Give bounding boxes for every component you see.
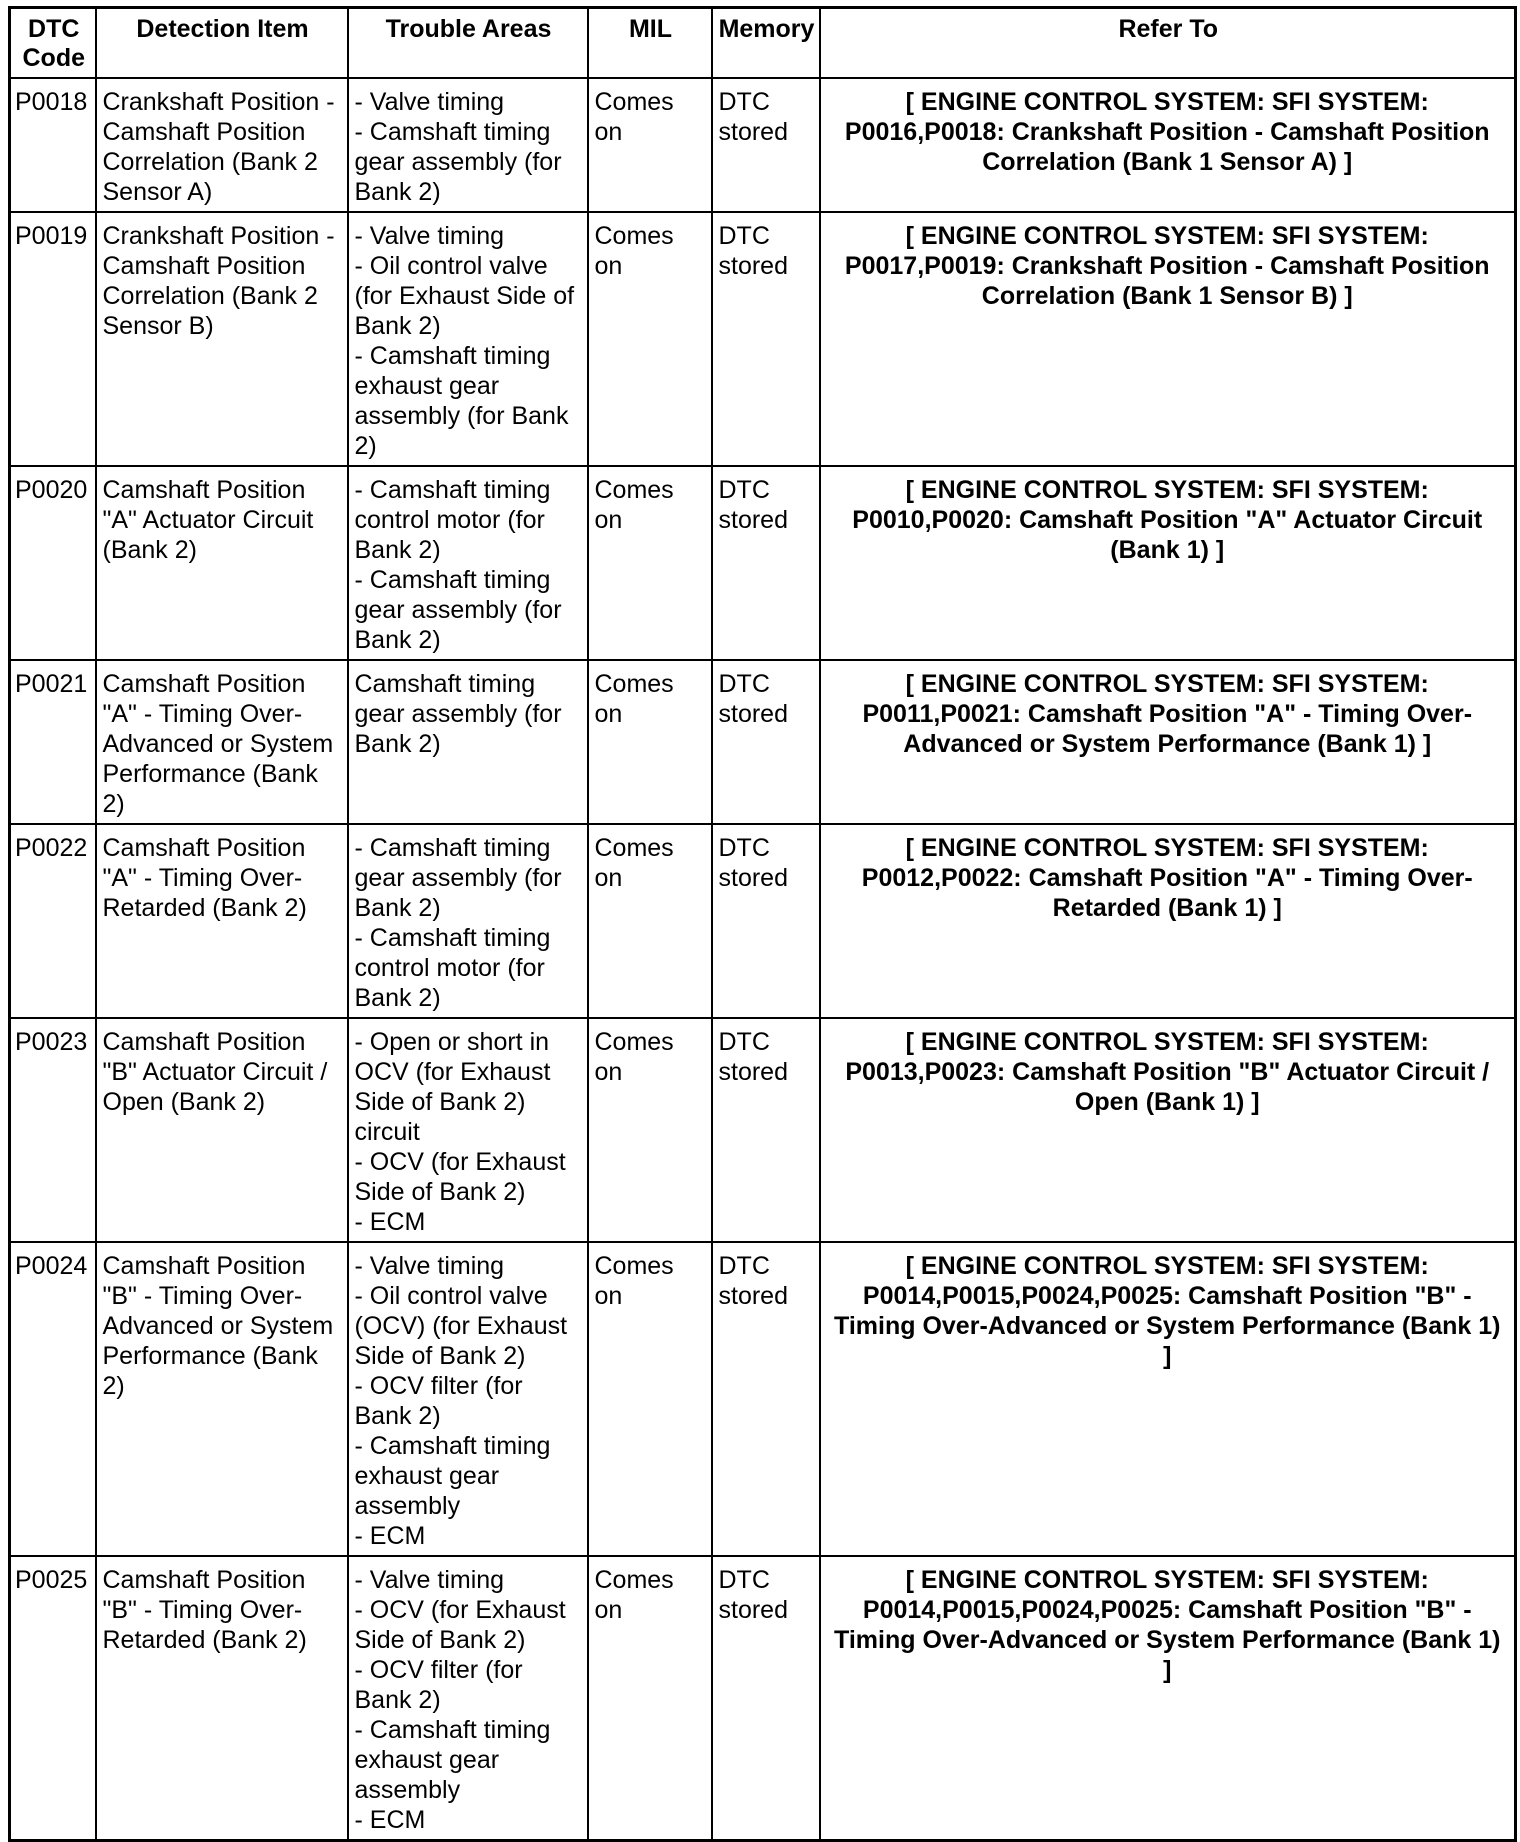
- detection-item-cell: Camshaft Position "A" Actuator Circuit (Bank 2): [96, 466, 348, 660]
- dtc-code-cell: P0024: [10, 1242, 96, 1556]
- mil-cell: Comes on: [588, 660, 712, 824]
- dtc-code-cell: P0018: [10, 78, 96, 212]
- refer-to-link[interactable]: [ ENGINE CONTROL SYSTEM: SFI SYSTEM: P0010,P0020: Camshaft Position "A" Actuator Circuit (Bank 1) ]: [820, 466, 1516, 660]
- trouble-areas-cell: - Camshaft timing gear assembly (for Bank 2) - Camshaft timing control motor (for Bank 2): [348, 824, 588, 1018]
- table-row: [10, 1242, 1516, 1556]
- header-row: [10, 8, 1516, 79]
- trouble-areas-cell: - Valve timing - Oil control valve (OCV) (for Exhaust Side of Bank 2) - OCV filter (for Bank 2) - Camshaft timing exhaust gear assembly - ECM: [348, 1242, 588, 1556]
- detection-item-cell: Camshaft Position "B" - Timing Over-Retarded (Bank 2): [96, 1556, 348, 1841]
- detection-item-cell: Crankshaft Position - Camshaft Position Correlation (Bank 2 Sensor A): [96, 78, 348, 212]
- refer-to-link[interactable]: [ ENGINE CONTROL SYSTEM: SFI SYSTEM: P0012,P0022: Camshaft Position "A" - Timing Over-Retarded (Bank 1) ]: [820, 824, 1516, 1018]
- memory-cell: DTC stored: [712, 1556, 820, 1841]
- mil-cell: Comes on: [588, 824, 712, 1018]
- header-refer-to: Refer To: [820, 8, 1516, 79]
- trouble-areas-cell: - Camshaft timing control motor (for Bank 2) - Camshaft timing gear assembly (for Bank 2): [348, 466, 588, 660]
- header-mil: MIL: [588, 8, 712, 79]
- dtc-code-cell: P0025: [10, 1556, 96, 1841]
- header-detection-item: Detection Item: [96, 8, 348, 79]
- memory-cell: DTC stored: [712, 824, 820, 1018]
- dtc-code-cell: P0021: [10, 660, 96, 824]
- dtc-code-cell: P0022: [10, 824, 96, 1018]
- header-dtc-code: DTC Code: [10, 8, 96, 79]
- table-body: [10, 78, 1516, 1841]
- detection-item-cell: Camshaft Position "A" - Timing Over-Advanced or System Performance (Bank 2): [96, 660, 348, 824]
- mil-cell: Comes on: [588, 466, 712, 660]
- refer-to-link[interactable]: [ ENGINE CONTROL SYSTEM: SFI SYSTEM: P0011,P0021: Camshaft Position "A" - Timing Over-Advanced or System Performance (Bank 1) ]: [820, 660, 1516, 824]
- mil-cell: Comes on: [588, 212, 712, 466]
- memory-cell: DTC stored: [712, 212, 820, 466]
- trouble-areas-cell: - Valve timing - Oil control valve (for Exhaust Side of Bank 2) - Camshaft timing exhaust gear assembly (for Bank 2): [348, 212, 588, 466]
- header-memory: Memory: [712, 8, 820, 79]
- table-row: [10, 660, 1516, 824]
- dtc-table: [8, 6, 1517, 1842]
- memory-cell: DTC stored: [712, 660, 820, 824]
- memory-cell: DTC stored: [712, 466, 820, 660]
- detection-item-cell: Camshaft Position "A" - Timing Over-Retarded (Bank 2): [96, 824, 348, 1018]
- table-header: [10, 8, 1516, 79]
- mil-cell: Comes on: [588, 1556, 712, 1841]
- table-row: [10, 466, 1516, 660]
- mil-cell: Comes on: [588, 78, 712, 212]
- refer-to-link[interactable]: [ ENGINE CONTROL SYSTEM: SFI SYSTEM: P0017,P0019: Crankshaft Position - Camshaft Position Correlation (Bank 1 Sensor B) ]: [820, 212, 1516, 466]
- detection-item-cell: Crankshaft Position - Camshaft Position Correlation (Bank 2 Sensor B): [96, 212, 348, 466]
- trouble-areas-cell: Camshaft timing gear assembly (for Bank 2): [348, 660, 588, 824]
- mil-cell: Comes on: [588, 1018, 712, 1242]
- memory-cell: DTC stored: [712, 1018, 820, 1242]
- table-row: [10, 78, 1516, 212]
- mil-cell: Comes on: [588, 1242, 712, 1556]
- detection-item-cell: Camshaft Position "B" Actuator Circuit / Open (Bank 2): [96, 1018, 348, 1242]
- table-row: [10, 1018, 1516, 1242]
- refer-to-link[interactable]: [ ENGINE CONTROL SYSTEM: SFI SYSTEM: P0016,P0018: Crankshaft Position - Camshaft Position Correlation (Bank 1 Sensor A) ]: [820, 78, 1516, 212]
- detection-item-cell: Camshaft Position "B" - Timing Over-Advanced or System Performance (Bank 2): [96, 1242, 348, 1556]
- trouble-areas-cell: - Valve timing - Camshaft timing gear assembly (for Bank 2): [348, 78, 588, 212]
- dtc-code-cell: P0020: [10, 466, 96, 660]
- table-row: [10, 1556, 1516, 1841]
- trouble-areas-cell: - Open or short in OCV (for Exhaust Side of Bank 2) circuit - OCV (for Exhaust Side of Bank 2) - ECM: [348, 1018, 588, 1242]
- memory-cell: DTC stored: [712, 78, 820, 212]
- refer-to-link[interactable]: [ ENGINE CONTROL SYSTEM: SFI SYSTEM: P0014,P0015,P0024,P0025: Camshaft Position "B" - Timing Over-Advanced or System Performance (Bank 1) ]: [820, 1556, 1516, 1841]
- header-trouble-areas: Trouble Areas: [348, 8, 588, 79]
- memory-cell: DTC stored: [712, 1242, 820, 1556]
- dtc-code-cell: P0023: [10, 1018, 96, 1242]
- table-row: [10, 212, 1516, 466]
- trouble-areas-cell: - Valve timing - OCV (for Exhaust Side of Bank 2) - OCV filter (for Bank 2) - Camshaft timing exhaust gear assembly - ECM: [348, 1556, 588, 1841]
- dtc-code-cell: P0019: [10, 212, 96, 466]
- refer-to-link[interactable]: [ ENGINE CONTROL SYSTEM: SFI SYSTEM: P0013,P0023: Camshaft Position "B" Actuator Circuit / Open (Bank 1) ]: [820, 1018, 1516, 1242]
- table-row: [10, 824, 1516, 1018]
- refer-to-link[interactable]: [ ENGINE CONTROL SYSTEM: SFI SYSTEM: P0014,P0015,P0024,P0025: Camshaft Position "B" - Timing Over-Advanced or System Performance (Bank 1) ]: [820, 1242, 1516, 1556]
